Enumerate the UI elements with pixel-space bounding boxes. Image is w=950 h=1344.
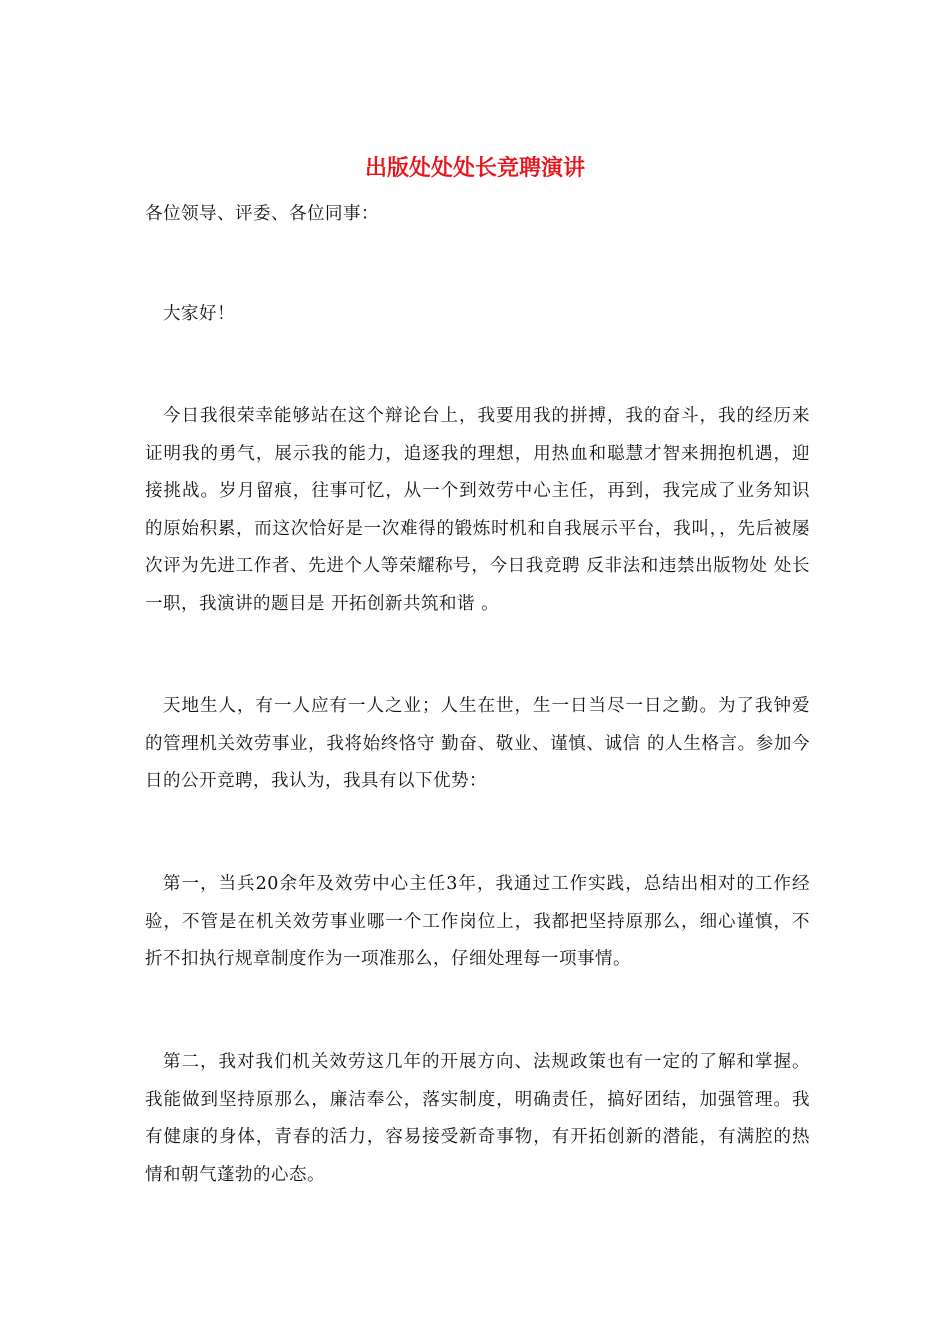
paragraph-first-advantage: 第一，当兵20余年及效劳中心主任3年，我通过工作实践，总结出相对的工作经验，不管是在机关效劳事业哪一个工作岗位上，我都把坚持原那么，细心谨慎，不折不扣执行规章制度作为一项准那么，仔细处理每一项事情。 xyxy=(145,874,810,969)
paragraph-second-advantage: 第二，我对我们机关效劳这几年的开展方向、法规政策也有一定的了解和掌握。我能做到坚持原那么，廉洁奉公，落实制度，明确责任，搞好团结，加强管理。我有健康的身体，青春的活力，容易接受新奇事物，有开拓创新的潜能，有满腔的热情和朝气蓬勃的心态。 xyxy=(145,1052,810,1185)
salutation: 各位领导、评委、各位同事： xyxy=(145,204,379,224)
greeting: 大家好！ xyxy=(163,304,235,324)
paragraph-motto: 天地生人，有一人应有一人之业；人生在世，生一日当尽一日之勤。为了我钟爱的管理机关效劳事业，我将始终恪守 勤奋、敬业、谨慎、诚信 的人生格言。参加今日的公开竞聘，我认为，我具有以下优势： xyxy=(145,696,810,791)
page-title: 出版处处处长竞聘演讲 xyxy=(364,155,585,181)
paragraph-intro: 今日我很荣幸能够站在这个辩论台上，我要用我的拼搏，我的奋斗，我的经历来证明我的勇气，展示我的能力，追逐我的理想，用热血和聪慧才智来拥抱机遇，迎接挑战。岁月留痕，往事可忆，从一个到效劳中心主任，再到，我完成了业务知识的原始积累，而这次恰好是一次难得的锻炼时机和自我展示平台，我叫，，先后被屡次评为先进工作者、先进个人等荣耀称号，今日我竞聘 反非法和违禁出版物处 处长一职，我演讲的题目是 开拓创新共筑和谐 。 xyxy=(145,406,810,614)
